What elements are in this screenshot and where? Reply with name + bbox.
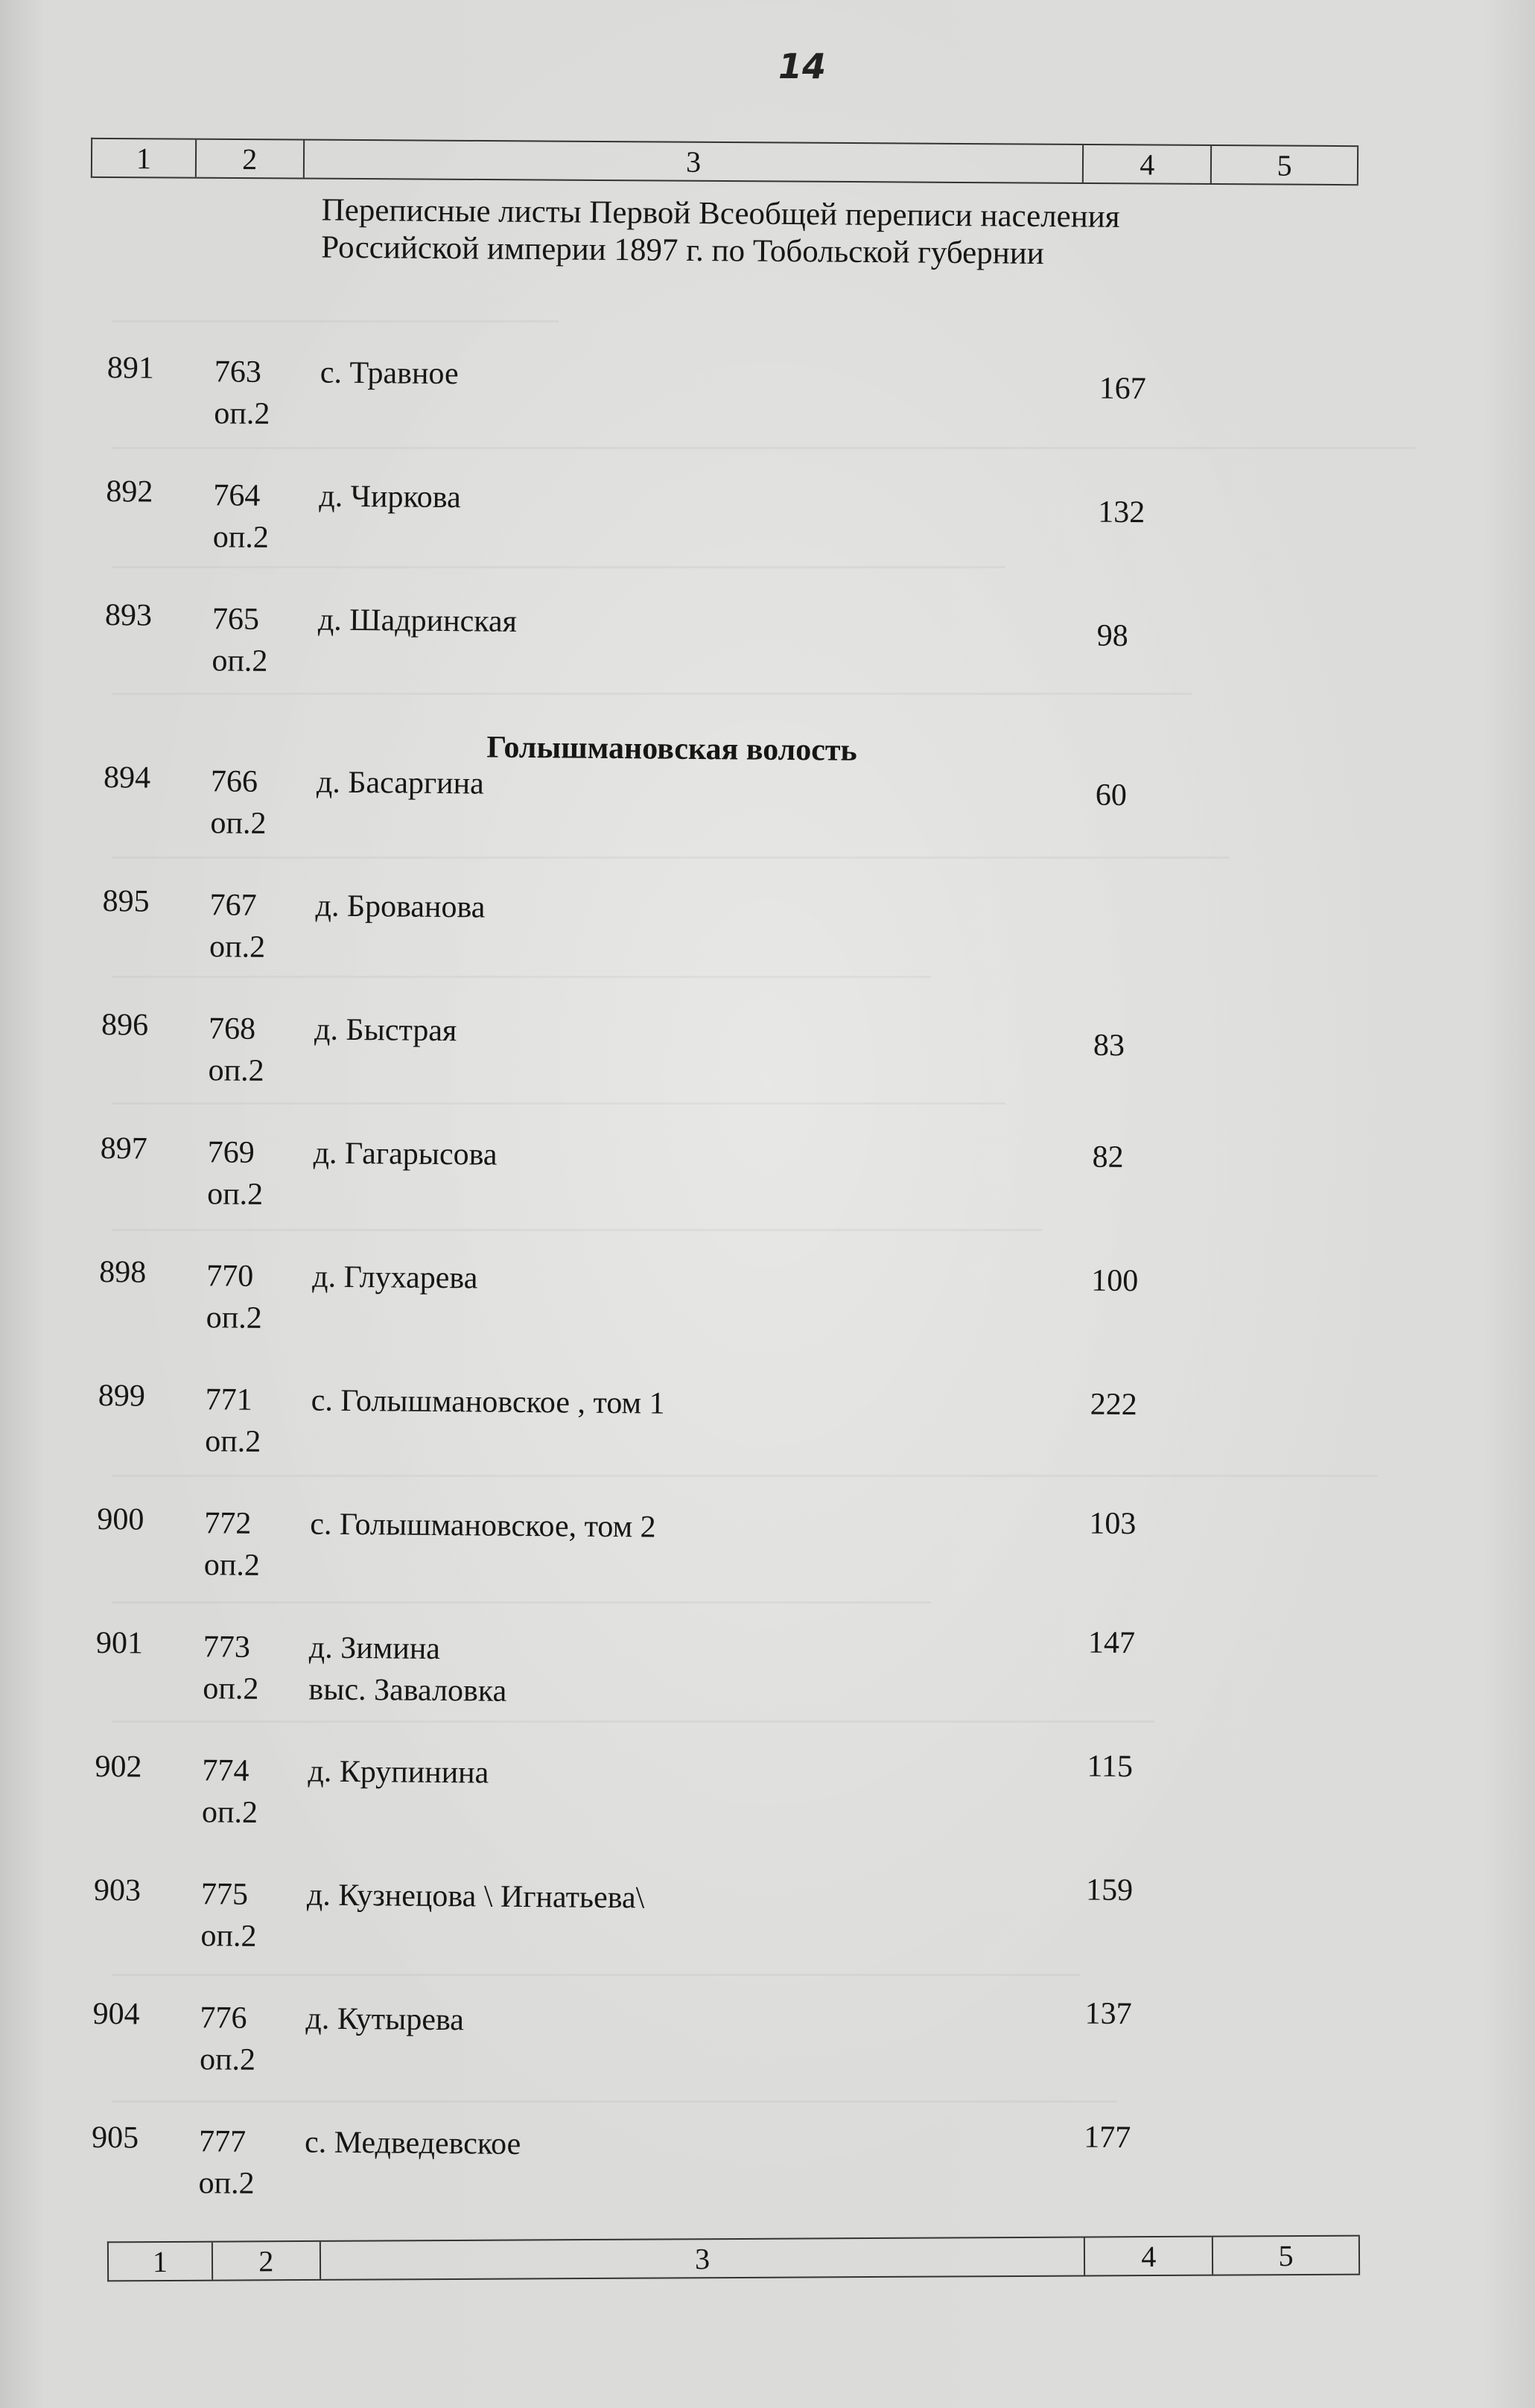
settlement-name-line: д. Брованова	[315, 889, 486, 925]
footer-col-5: 5	[1213, 2237, 1360, 2275]
footer-col-4: 4	[1085, 2237, 1213, 2275]
settlement-name	[305, 1998, 1050, 2046]
settlement-name-line: с. Голышмановское , том 1	[311, 1383, 665, 1421]
section-title: Переписные листы Первой Всеобщей переписи населения Российской империи 1897 г. по Тобольской губернии	[321, 192, 1120, 272]
row-number: 905	[91, 2120, 139, 2156]
table-footer-row	[107, 2235, 1360, 2282]
settlement-name-line: д. Кутырева	[305, 2001, 465, 2038]
row-number: 901	[95, 1625, 144, 1661]
sheet-count: 167	[1099, 371, 1146, 407]
row-number: 899	[98, 1378, 146, 1414]
settlement-name	[318, 600, 1063, 648]
settlement-name	[307, 1874, 1052, 1922]
settlement-name-line: д. Крупинина	[308, 1754, 489, 1791]
sheet-count: 60	[1095, 778, 1128, 813]
fond-number	[205, 1379, 310, 1463]
table-row	[0, 1377, 1525, 1513]
sheet-count: 177	[1083, 2120, 1131, 2156]
table-row	[0, 1254, 1525, 1390]
fond-number	[210, 760, 315, 845]
fond-item: 769	[207, 1135, 255, 1170]
fond-opis: оп.2	[203, 1671, 259, 1706]
table-row	[0, 759, 1530, 895]
settlement-name-line: д. Чиркова	[319, 479, 461, 515]
fond-item: 775	[200, 1877, 249, 1912]
settlement-name	[313, 1132, 1058, 1181]
footer-col-3: 3	[321, 2238, 1086, 2279]
sheet-count: 83	[1093, 1028, 1125, 1063]
table-row	[0, 597, 1531, 733]
fond-opis: оп.2	[212, 644, 268, 679]
fond-item: 768	[208, 1011, 256, 1046]
settlement-extra-line: выс. Заваловка	[308, 1672, 507, 1709]
settlement-name-line: д. Гагарысова	[313, 1136, 498, 1172]
fond-opis: оп.2	[199, 2042, 256, 2077]
sheet-count: 103	[1089, 1506, 1137, 1542]
fond-number	[209, 884, 314, 968]
settlement-name	[320, 352, 1065, 401]
fond-number	[200, 1997, 305, 2081]
table-row	[0, 1624, 1522, 1761]
fond-item: 776	[200, 2001, 247, 2036]
fond-number	[198, 2120, 303, 2205]
table-row	[0, 1748, 1522, 1884]
volost-heading: Голышмановская волость	[486, 730, 857, 768]
table-row	[0, 1995, 1519, 2132]
fond-item: 767	[209, 888, 257, 923]
fond-opis: оп.2	[205, 1424, 261, 1459]
fond-number	[208, 1008, 313, 1092]
fond-item: 765	[212, 602, 260, 637]
fond-item: 773	[203, 1630, 251, 1665]
fond-item: 772	[204, 1506, 252, 1541]
fond-number	[214, 351, 319, 435]
fond-opis: оп.2	[203, 1548, 261, 1583]
settlement-name-line: д. Басаргина	[316, 765, 484, 801]
page-number: 14	[778, 46, 827, 86]
header-col-4: 4	[1084, 145, 1212, 183]
fond-item: 764	[213, 478, 261, 513]
fond-opis: оп.2	[209, 930, 266, 965]
fond-number	[207, 1131, 312, 1216]
footer-col-1: 1	[109, 2243, 213, 2281]
settlement-name-line: д. Быстрая	[314, 1012, 457, 1049]
fond-item: 763	[214, 355, 262, 390]
fond-number	[204, 1502, 309, 1586]
settlement-name	[312, 1256, 1057, 1304]
settlement-name-line: д. Глухарева	[312, 1259, 478, 1296]
settlement-name-line: д. Зимина	[308, 1630, 441, 1667]
settlement-name	[305, 2121, 1049, 2170]
settlement-name	[315, 886, 1060, 934]
fond-item: 777	[198, 2124, 247, 2159]
table-row	[0, 1130, 1527, 1266]
fond-number	[202, 1750, 307, 1834]
table-row	[0, 883, 1529, 1019]
fond-opis: оп.2	[210, 806, 267, 841]
fond-item: 766	[210, 764, 258, 799]
fond-opis: оп.2	[208, 1053, 264, 1088]
row-number: 893	[104, 598, 153, 633]
sheet-count: 82	[1092, 1140, 1124, 1175]
row-number: 891	[107, 351, 155, 386]
fond-number	[206, 1255, 311, 1339]
fond-opis: оп.2	[206, 1300, 262, 1335]
fond-number	[213, 474, 318, 559]
row-number: 903	[93, 1872, 142, 1908]
settlement-name-line: с. Медведевское	[304, 2125, 521, 2161]
table-row	[0, 473, 1533, 609]
fond-item: 770	[206, 1259, 254, 1294]
fond-number	[203, 1626, 308, 1710]
settlement-name-line: с. Травное	[320, 355, 459, 392]
fond-opis: оп.2	[206, 1177, 264, 1212]
fond-opis: оп.2	[212, 520, 270, 555]
row-number: 894	[103, 760, 151, 795]
table-row	[0, 1501, 1524, 1637]
sheet-count: 222	[1090, 1387, 1137, 1423]
sheet-count: 159	[1085, 1872, 1134, 1908]
row-number: 900	[97, 1502, 144, 1537]
settlement-name-line: д. Шадринская	[317, 603, 518, 639]
row-number: 902	[95, 1749, 142, 1785]
fond-opis: оп.2	[200, 1919, 257, 1954]
sheet-count: 132	[1098, 495, 1145, 530]
settlement-name-line: д. Кузнецова \ Игнатьева\	[306, 1878, 645, 1916]
table-row	[0, 1006, 1528, 1143]
settlement-name	[314, 1009, 1059, 1058]
header-col-3: 3	[305, 141, 1084, 182]
settlement-name	[308, 1627, 1054, 1717]
sheet-count: 147	[1087, 1625, 1136, 1661]
settlement-name	[310, 1503, 1055, 1551]
sheet-count	[1095, 904, 1207, 905]
settlement-name	[317, 762, 1061, 810]
fond-opis: оп.2	[198, 2166, 255, 2201]
sheet-count: 115	[1087, 1749, 1134, 1785]
settlement-name	[308, 1750, 1052, 1799]
table-row	[0, 1872, 1520, 2008]
header-col-1: 1	[92, 139, 197, 177]
header-col-2: 2	[197, 140, 305, 178]
fond-item: 774	[202, 1753, 250, 1788]
sheet-count: 100	[1091, 1263, 1139, 1299]
sheet-count: 98	[1096, 618, 1128, 654]
row-number: 896	[101, 1008, 149, 1043]
table-row	[0, 349, 1534, 486]
fond-opis: оп.2	[214, 396, 270, 431]
row-number: 897	[100, 1131, 147, 1166]
settlement-name-line: с. Голышмановское, том 2	[310, 1507, 656, 1545]
row-number: 904	[92, 1996, 140, 2032]
settlement-name	[319, 476, 1064, 524]
footer-col-2: 2	[213, 2242, 321, 2280]
fond-item: 771	[205, 1382, 252, 1417]
row-number: 895	[102, 884, 150, 919]
row-number: 892	[106, 474, 153, 509]
settlement-name	[311, 1379, 1056, 1428]
fond-number	[212, 598, 317, 682]
sheet-count: 137	[1084, 1996, 1132, 2032]
header-col-5: 5	[1212, 146, 1358, 184]
fond-opis: оп.2	[201, 1795, 258, 1830]
row-number: 898	[99, 1254, 147, 1290]
fond-number	[200, 1873, 305, 1957]
